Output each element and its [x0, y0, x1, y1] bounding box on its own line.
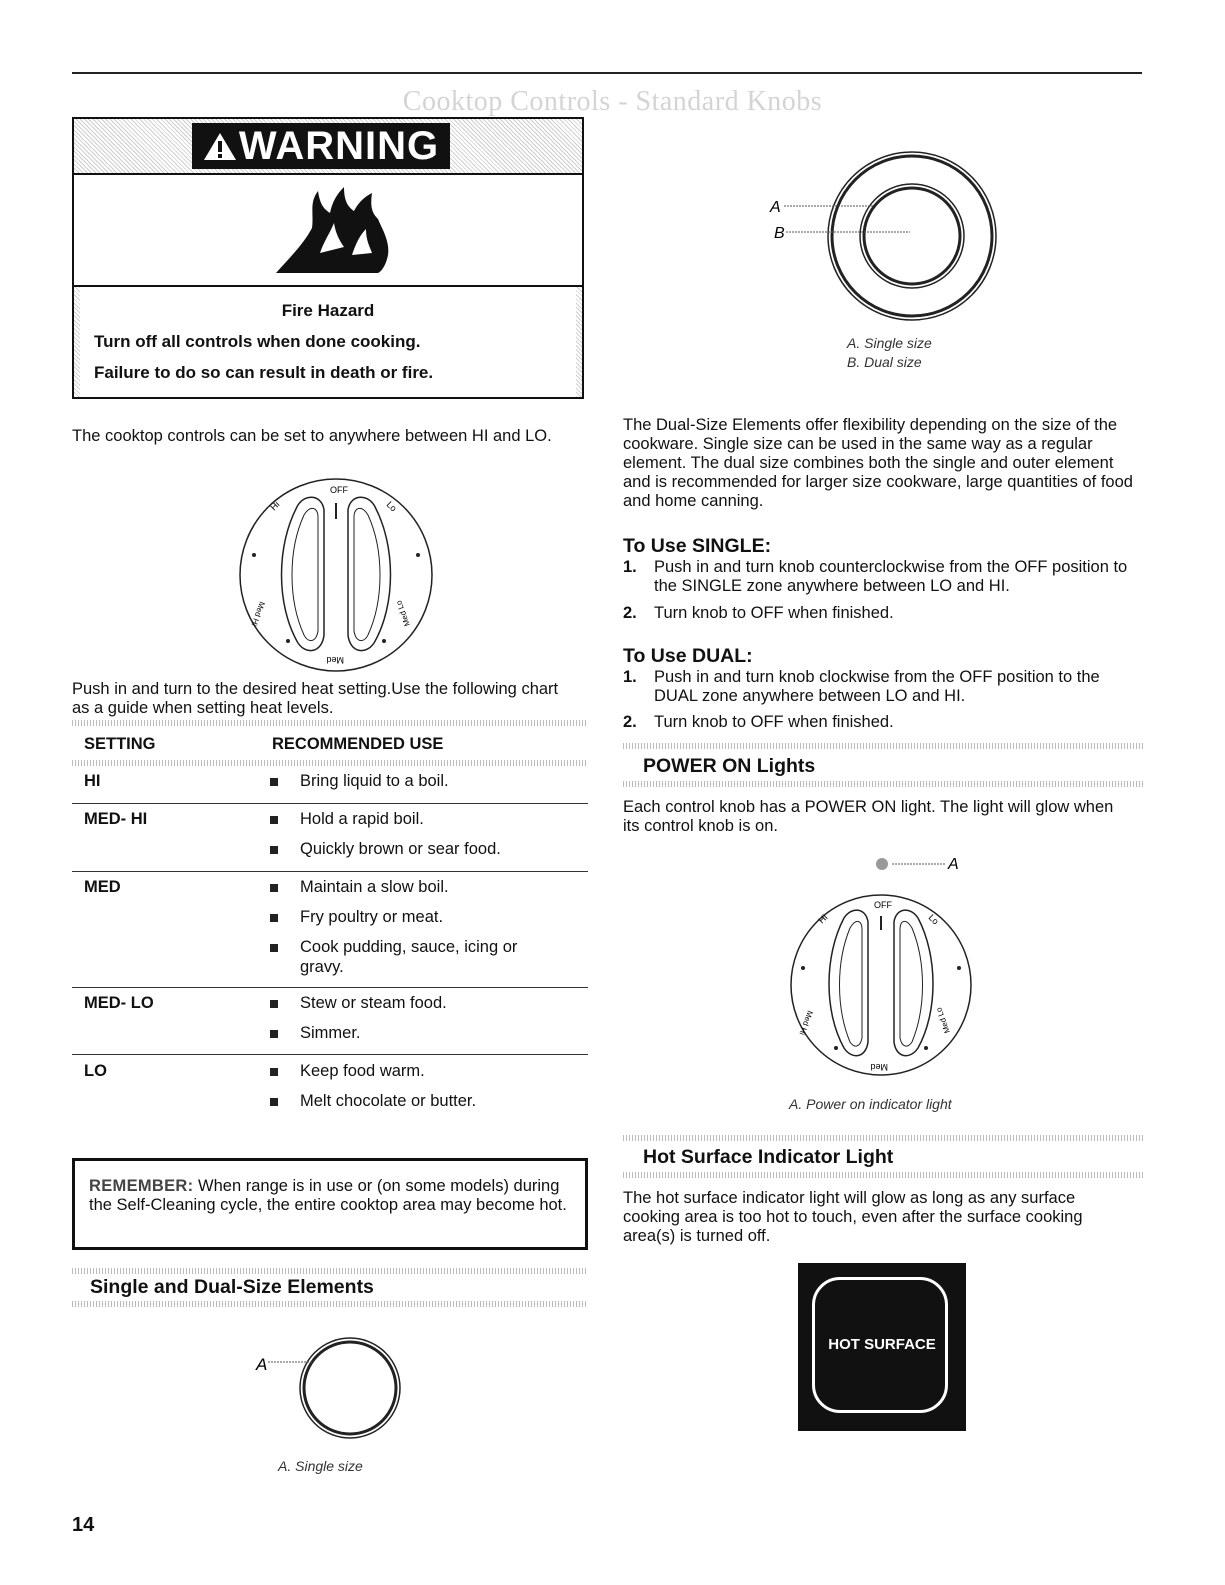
dual-caption-a: A. Single size	[847, 335, 932, 351]
power-on-text: Each control knob has a POWER ON light. The light will glow when its control knob is on.	[623, 798, 1114, 835]
table-row-medlo-setting: MED- LO	[84, 994, 154, 1012]
knob-lo-label: Lo	[384, 499, 399, 514]
remember-text-block	[89, 1177, 573, 1215]
power-knob-off-label: OFF	[874, 900, 892, 910]
single-dual-title: Single and Dual-Size Elements	[90, 1276, 374, 1298]
table-row-lo-use-1: Keep food warm.	[300, 1062, 425, 1080]
bullet-icon	[270, 944, 278, 952]
use-dual-step1: Push in and turn knob clockwise from the OFF position to the DUAL zone anywhere between LO and HI.	[654, 668, 1100, 705]
table-header-dots	[72, 760, 588, 766]
table-row-med-use-2: Fry poultry or meat.	[300, 908, 444, 926]
table-divider	[72, 871, 588, 872]
single-callout-a: A	[256, 1355, 268, 1374]
warning-triangle-icon	[203, 131, 237, 161]
use-single-step1-num: 1.	[623, 558, 637, 576]
use-dual-step2: Turn knob to OFF when finished.	[654, 713, 894, 731]
use-single-title: To Use SINGLE:	[623, 535, 772, 557]
dual-callout-a: A	[770, 199, 781, 216]
bullet-icon	[270, 816, 278, 824]
bullet-icon	[270, 778, 278, 786]
top-rule	[72, 72, 1142, 74]
power-knob-diagram	[786, 848, 986, 1078]
table-row-medlo-use-2: Simmer.	[300, 1024, 361, 1042]
warning-divider-top	[74, 173, 582, 175]
bullet-icon	[270, 1030, 278, 1038]
table-row-medhi-setting: MED- HI	[84, 810, 148, 828]
table-row-med-setting: MED	[84, 878, 121, 896]
use-single-step1: Push in and turn knob counterclockwise from the OFF position to the SINGLE zone anywhere between LO and HI.	[654, 558, 1128, 595]
use-single-step2-num: 2.	[623, 604, 637, 622]
table-row-hi-use-1: Bring liquid to a boil.	[300, 772, 449, 790]
warning-line2: Failure to do so can result in death or fire.	[94, 363, 434, 382]
remember-box	[72, 1158, 588, 1250]
dual-element-diagram	[760, 144, 1000, 324]
section-dots-top	[72, 1268, 588, 1274]
power-knob-lo-label: Lo	[926, 912, 941, 927]
warning-box	[72, 117, 584, 399]
dual-callout-b: B	[774, 225, 785, 242]
table-divider	[72, 1054, 588, 1055]
warning-heading: WARNING	[238, 123, 440, 168]
bullet-icon	[270, 1000, 278, 1008]
warning-banner	[192, 123, 450, 169]
table-header-setting: SETTING	[84, 735, 156, 753]
power-on-light-icon	[876, 858, 888, 870]
hot-surface-text: The hot surface indicator light will glow as long as any surface cooking area is too hot to touch, even after the surface cooking area(s) is turned off.	[623, 1189, 1083, 1245]
table-top-dots	[72, 720, 588, 726]
table-row-medhi-use-1: Hold a rapid boil.	[300, 810, 424, 828]
power-on-title: POWER ON Lights	[643, 755, 816, 777]
knob-medhi-label: Med Hi	[249, 600, 267, 628]
hot-surface-indicator	[798, 1263, 966, 1431]
knob-hi-label: Hi	[268, 499, 282, 513]
hot-surface-title: Hot Surface Indicator Light	[643, 1146, 894, 1168]
dual-caption-b: B. Dual size	[847, 354, 922, 370]
single-caption: A. Single size	[278, 1458, 363, 1474]
table-row-med-use-4: gravy.	[300, 958, 344, 976]
table-divider	[72, 987, 588, 988]
bullet-icon	[270, 1098, 278, 1106]
power-callout-a: A	[948, 856, 959, 873]
power-dots-top	[623, 743, 1143, 749]
power-caption: A. Power on indicator light	[789, 1096, 952, 1112]
power-knob-medhi-label: Med Hi	[797, 1009, 815, 1037]
power-dots-bottom	[623, 781, 1143, 787]
push-text: Push in and turn to the desired heat setting.Use the following chart as a guide when setting heat levels.	[72, 680, 559, 717]
page-number: 14	[72, 1514, 95, 1536]
table-row-medhi-use-2: Quickly brown or sear food.	[300, 840, 501, 858]
use-dual-step1-num: 1.	[623, 668, 637, 686]
intro-text: The cooktop controls can be set to anywhere between HI and LO.	[72, 427, 552, 445]
hot-surface-badge: HOT SURFACE	[828, 1336, 936, 1353]
bullet-icon	[270, 914, 278, 922]
knob-off-label: OFF	[330, 485, 348, 495]
power-knob-hi-label: Hi	[816, 912, 830, 926]
power-knob-med-label: Med	[870, 1062, 888, 1072]
bullet-icon	[270, 846, 278, 854]
hot-dots-bottom	[623, 1172, 1143, 1178]
table-row-med-use-1: Maintain a slow boil.	[300, 878, 449, 896]
bullet-icon	[270, 1068, 278, 1076]
knob-diagram	[236, 475, 436, 675]
use-single-step2: Turn knob to OFF when finished.	[654, 604, 894, 622]
fire-icon	[274, 183, 394, 280]
page-title: Cooktop Controls - Standard Knobs	[402, 86, 823, 117]
table-divider	[72, 803, 588, 804]
knob-med-label: Med	[326, 655, 344, 665]
table-row-hi-setting: HI	[84, 772, 101, 790]
warning-line1: Turn off all controls when done cooking.	[94, 332, 421, 351]
hot-dots-top	[623, 1135, 1143, 1141]
warning-hazard: Fire Hazard	[281, 301, 375, 320]
bullet-icon	[270, 884, 278, 892]
table-row-lo-use-2: Melt chocolate or butter.	[300, 1092, 477, 1110]
knob-medlo-label: Med Lo	[394, 599, 412, 628]
table-row-med-use-3: Cook pudding, sauce, icing or	[300, 938, 518, 956]
use-dual-title: To Use DUAL:	[623, 645, 753, 667]
table-header-use: RECOMMENDED USE	[272, 735, 444, 753]
single-element-diagram	[250, 1334, 410, 1444]
table-row-medlo-use-1: Stew or steam food.	[300, 994, 447, 1012]
table-row-lo-setting: LO	[84, 1062, 107, 1080]
dual-text: The Dual-Size Elements offer flexibility depending on the size of the cookware. Single size can be used in the same way as a regular element. The dual size combines both the single and outer element and is recommended for larger size cookware, large quantities of food and home canning.	[623, 416, 1133, 510]
remember-text: When range is in use or (on some models) during the Self-Cleaning cycle, the entire cooktop area may become hot.	[89, 1177, 567, 1214]
power-knob-medlo-label: Med Lo	[934, 1006, 952, 1035]
warning-divider-bottom	[74, 285, 582, 287]
section-dots-bottom	[72, 1301, 588, 1307]
use-dual-step2-num: 2.	[623, 713, 637, 731]
remember-label: REMEMBER:	[89, 1177, 194, 1195]
